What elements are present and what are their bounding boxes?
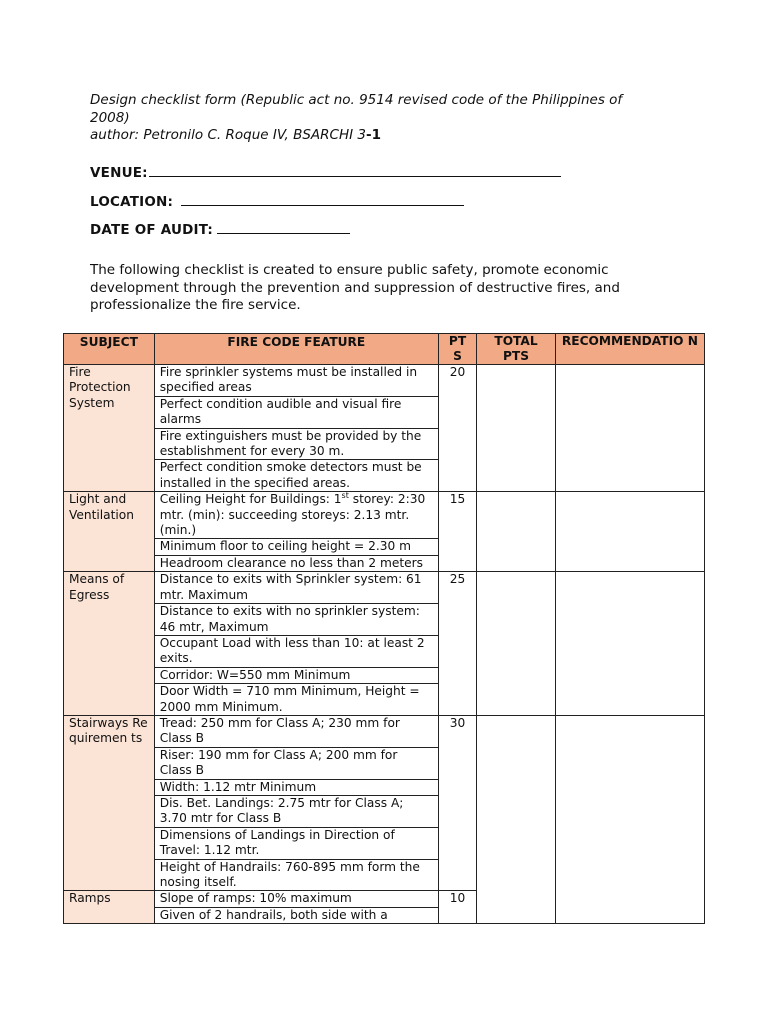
points-cell: 15: [438, 492, 476, 572]
subject-cell: Light and Ventilation: [64, 492, 155, 572]
total-pts-cell[interactable]: [477, 572, 556, 716]
feature-text: Ceiling Height for Buildings: 1: [159, 492, 342, 507]
date-of-audit-field: [90, 221, 350, 239]
total-pts-cell[interactable]: [477, 715, 556, 923]
feature-cell: Minimum floor to ceiling height = 2.30 m: [154, 539, 438, 555]
feature-cell: Perfect condition audible and visual fire alarms: [154, 396, 438, 428]
location-label: LOCATION:: [90, 194, 174, 210]
subject-cell: Ramps: [64, 891, 155, 924]
document-header: [90, 92, 650, 145]
table-row: [64, 365, 705, 397]
subject-cell: Fire Protection System: [64, 365, 155, 492]
feature-cell: Height of Handrails: 760-895 mm form the nosing itself.: [154, 859, 438, 891]
date-of-audit-label: DATE OF AUDIT:: [90, 222, 214, 238]
venue-blank-line[interactable]: [149, 164, 561, 177]
points-cell: 20: [438, 365, 476, 492]
header-subject: SUBJECT: [64, 334, 155, 365]
feature-cell: Fire extinguishers must be provided by the establishment for every 30 m.: [154, 428, 438, 460]
author-suffix: -1: [366, 127, 381, 143]
table-row: [64, 715, 705, 747]
subject-cell: Means of Egress: [64, 572, 155, 716]
feature-text: storey: 2:30 mtr. (min): succeeding storeys: 2.13 mtr.(min.): [159, 492, 426, 538]
feature-cell: Dis. Bet. Landings: 2.75 mtr for Class A; 3.70 mtr for Class B: [154, 795, 438, 827]
feature-cell: Distance to exits with Sprinkler system: 61 mtr. Maximum: [154, 572, 438, 604]
feature-cell: Corridor: W=550 mm Minimum: [154, 667, 438, 683]
feature-cell: Riser: 190 mm for Class A; 200 mm for Class B: [154, 747, 438, 779]
feature-cell: Dimensions of Landings in Direction of Travel: 1.12 mtr.: [154, 827, 438, 859]
feature-cell: [154, 492, 438, 539]
document-title: Design checklist form (Republic act no. 9514 revised code of the Philippines of: [90, 92, 623, 108]
feature-cell: Distance to exits with no sprinkler system: 46 mtr, Maximum: [154, 604, 438, 636]
feature-cell: Width: 1.12 mtr Minimum: [154, 779, 438, 795]
table-row: [64, 572, 705, 604]
recommendation-cell[interactable]: [555, 715, 704, 923]
table-row: [64, 492, 705, 539]
intro-paragraph: The following checklist is created to ensure public safety, promote economic development through the prevention and suppression of destructive fires, and professionalize the fire service.: [90, 262, 620, 314]
feature-cell: Tread: 250 mm for Class A; 230 mm for Class B: [154, 715, 438, 747]
feature-cell: Given of 2 handrails, both side with a: [154, 907, 438, 923]
total-pts-cell[interactable]: [477, 365, 556, 492]
feature-cell: Slope of ramps: 10% maximum: [154, 891, 438, 907]
feature-superscript: st: [341, 491, 349, 501]
points-cell: 10: [438, 891, 476, 924]
table-header-row: [64, 334, 705, 365]
venue-label: VENUE:: [90, 165, 148, 181]
points-cell: 25: [438, 572, 476, 716]
points-cell: 30: [438, 715, 476, 890]
feature-cell: Fire sprinkler systems must be installed in specified areas: [154, 365, 438, 397]
recommendation-cell[interactable]: [555, 572, 704, 716]
header-pts: PT S: [438, 334, 476, 365]
author-line: [90, 127, 650, 145]
location-field: [90, 193, 464, 211]
date-of-audit-blank-line[interactable]: [217, 221, 350, 234]
feature-cell: Headroom clearance no less than 2 meters: [154, 555, 438, 571]
venue-field: [90, 164, 561, 182]
recommendation-cell[interactable]: [555, 492, 704, 572]
checklist-table: [63, 333, 705, 924]
feature-cell: Perfect condition smoke detectors must be installed in the specified areas.: [154, 460, 438, 492]
feature-cell: Occupant Load with less than 10: at least 2 exits.: [154, 635, 438, 667]
document-title-continued: 2008): [90, 109, 130, 126]
header-total-pts: TOTAL PTS: [477, 334, 556, 365]
recommendation-cell[interactable]: [555, 365, 704, 492]
subject-cell: Stairways Requiremen ts: [64, 715, 155, 890]
feature-cell: Door Width = 710 mm Minimum, Height = 2000 mm Minimum.: [154, 684, 438, 716]
header-recommendation: RECOMMENDATIO N: [555, 334, 704, 365]
total-pts-cell[interactable]: [477, 492, 556, 572]
location-blank-line[interactable]: [181, 193, 464, 206]
author-text: author: Petronilo C. Roque IV, BSARCHI 3: [90, 127, 366, 143]
header-fire-code-feature: FIRE CODE FEATURE: [154, 334, 438, 365]
